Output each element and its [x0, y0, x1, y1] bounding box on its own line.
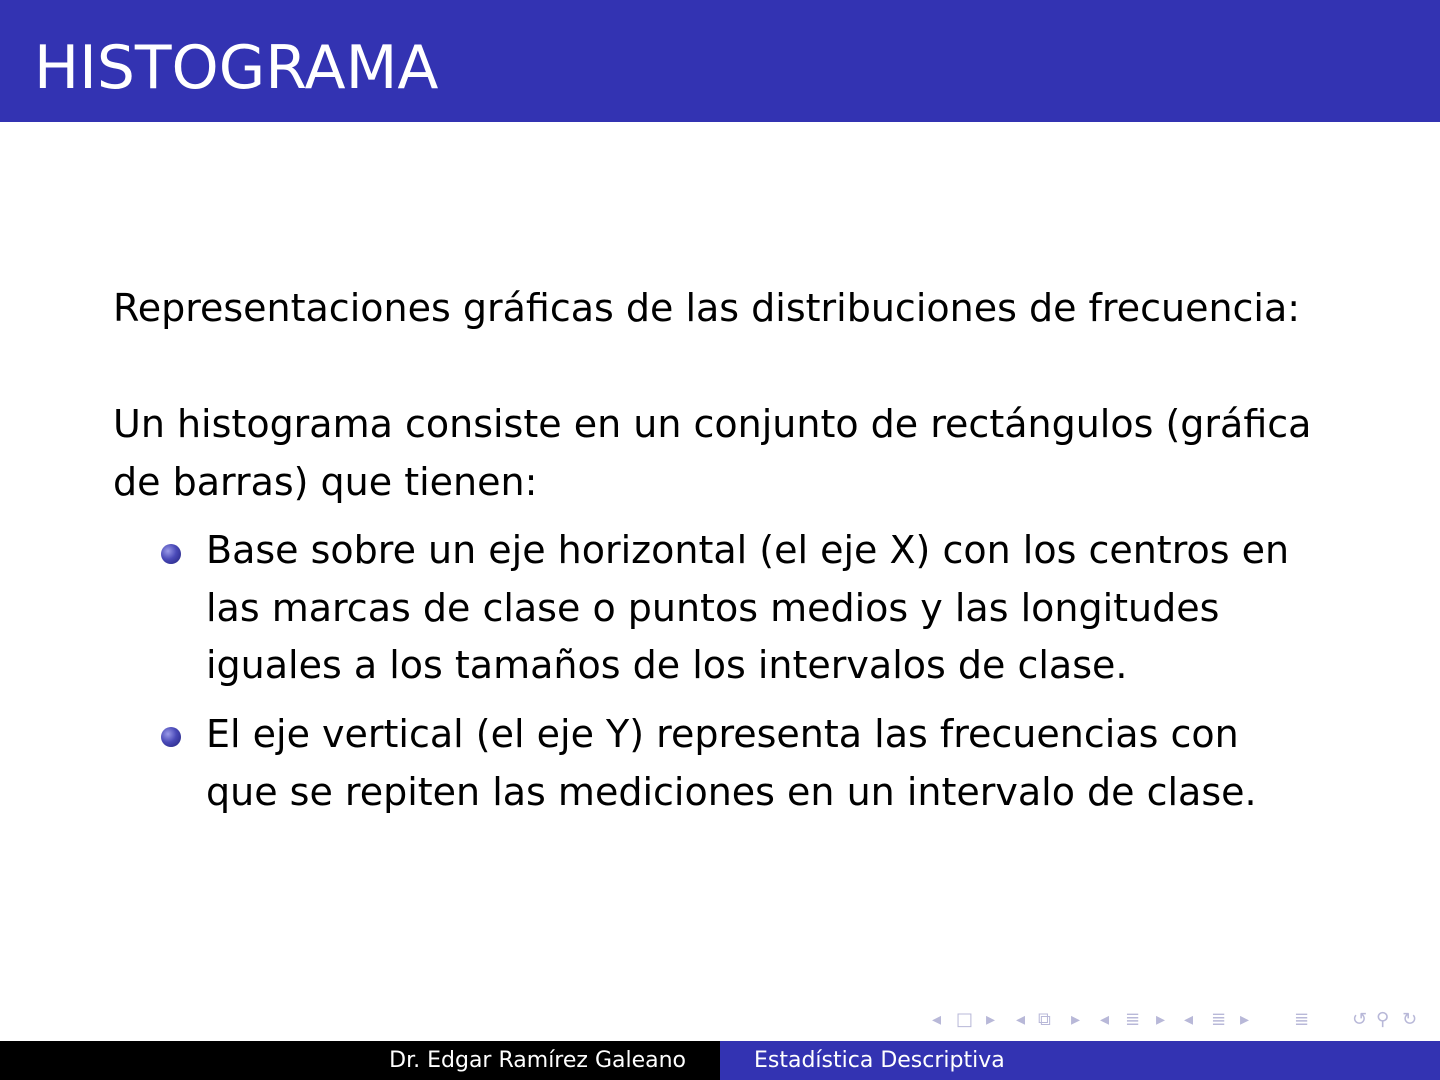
prev-slide-arrow-icon[interactable]: ◂: [932, 1009, 942, 1030]
intro-text: Representaciones gráficas de las distribuciones de frecuencia:: [113, 286, 1301, 330]
next-slide-arrow-icon[interactable]: ▸: [986, 1009, 996, 1030]
footer-author: Dr. Edgar Ramírez Galeano: [389, 1048, 686, 1073]
prev-section-arrow-icon[interactable]: ◂: [1184, 1009, 1194, 1030]
next-section-arrow-icon[interactable]: ▸: [1240, 1009, 1250, 1030]
bullet-dot-icon: [161, 544, 181, 564]
beamer-navigation-bar: [928, 1006, 1433, 1034]
back-icon[interactable]: ↺: [1352, 1009, 1368, 1030]
slide-header: [0, 0, 1440, 122]
footer-title: Estadística Descriptiva: [754, 1048, 1005, 1073]
search-icon[interactable]: ⚲: [1376, 1009, 1390, 1030]
forward-icon[interactable]: ↻: [1402, 1009, 1418, 1030]
slide-icon[interactable]: □: [956, 1009, 974, 1030]
slide-title: HISTOGRAMA: [34, 33, 439, 103]
slide-footer: [0, 1041, 1440, 1080]
frame-icon[interactable]: ⧉: [1038, 1009, 1051, 1030]
bullet-line: Base sobre un eje horizontal (el eje X) con los centros en: [206, 528, 1290, 572]
subsection-icon[interactable]: ≣: [1125, 1009, 1141, 1030]
bullet-line: que se repiten las mediciones en un intervalo de clase.: [206, 770, 1257, 814]
next-subsection-arrow-icon[interactable]: ▸: [1156, 1009, 1166, 1030]
bullet-line: las marcas de clase o puntos medios y las longitudes: [206, 586, 1220, 630]
paragraph-line: de barras) que tienen:: [113, 460, 538, 504]
bullet-line: iguales a los tamaños de los intervalos de clase.: [206, 643, 1128, 687]
prev-subsection-arrow-icon[interactable]: ◂: [1100, 1009, 1110, 1030]
bullet-dot-icon: [161, 727, 181, 747]
document-icon[interactable]: ≣: [1294, 1009, 1310, 1030]
footer-author-panel: [0, 1041, 720, 1080]
prev-frame-arrow-icon[interactable]: ◂: [1016, 1009, 1026, 1030]
paragraph-line: Un histograma consiste en un conjunto de rectángulos (gráfica: [113, 402, 1312, 446]
next-frame-arrow-icon[interactable]: ▸: [1071, 1009, 1081, 1030]
bullet-line: El eje vertical (el eje Y) representa las frecuencias con: [206, 712, 1239, 756]
footer-title-panel: [720, 1041, 1440, 1080]
section-icon[interactable]: ≣: [1211, 1009, 1227, 1030]
